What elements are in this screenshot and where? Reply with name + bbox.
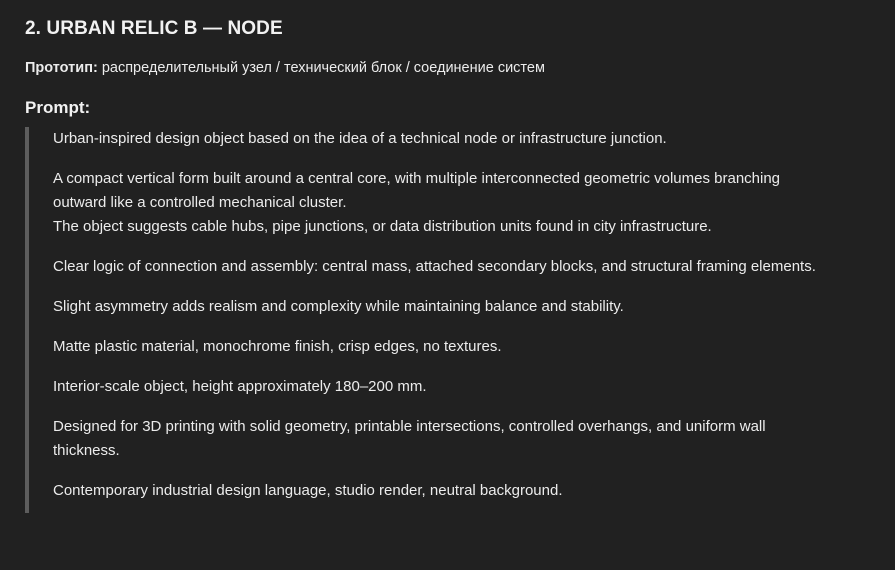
prompt-heading: Prompt: xyxy=(25,98,91,117)
prototype-line xyxy=(25,58,870,78)
prompt-paragraph xyxy=(53,167,825,239)
prompt-paragraph: Interior-scale object, height approximately 180–200 mm. xyxy=(53,378,427,395)
prompt-blockquote xyxy=(25,127,825,513)
prototype-text: распределительный узел / технический блок / соединение систем xyxy=(97,60,545,76)
prompt-line: A compact vertical form built around a central core, with multiple interconnected geometric volumes branching outward like a controlled mechanical cluster. xyxy=(53,170,781,211)
section-title: 2. URBAN RELIC B — NODE xyxy=(25,18,283,39)
prompt-paragraph: Clear logic of connection and assembly: central mass, attached secondary blocks, and structural framing elements. xyxy=(53,258,816,275)
prompt-line: The object suggests cable hubs, pipe junctions, or data distribution units found in city infrastructure. xyxy=(53,218,712,235)
prompt-paragraph: Urban-inspired design object based on the idea of a technical node or infrastructure junction. xyxy=(53,130,667,147)
prompt-paragraph: Contemporary industrial design language, studio render, neutral background. xyxy=(53,482,563,499)
prototype-label: Прототип: xyxy=(25,60,98,76)
prompt-paragraph: Matte plastic material, monochrome finish, crisp edges, no textures. xyxy=(53,338,502,355)
prompt-paragraph: Designed for 3D printing with solid geometry, printable intersections, controlled overhangs, and uniform wall thickness. xyxy=(53,418,766,459)
prompt-paragraph: Slight asymmetry adds realism and complexity while maintaining balance and stability. xyxy=(53,298,624,315)
